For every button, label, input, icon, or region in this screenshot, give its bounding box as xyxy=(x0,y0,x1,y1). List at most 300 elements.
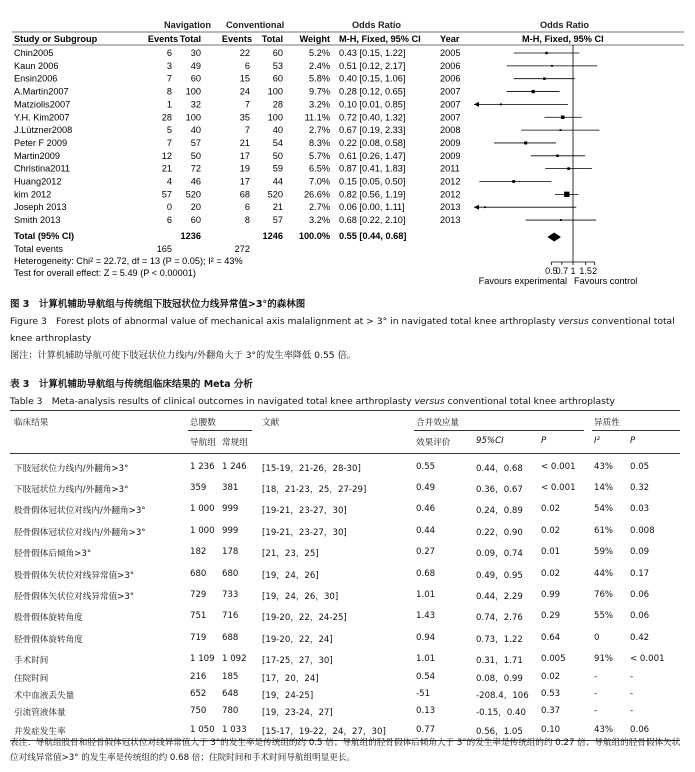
study-ci: 0.68 [0.22, 2.10] xyxy=(339,215,406,226)
cell-p: 0.01 xyxy=(541,547,561,557)
study-weight: 26.6% xyxy=(303,189,330,200)
cell-het-p: 0.06 xyxy=(630,725,650,735)
study-ci: 0.67 [0.19, 2.33] xyxy=(339,125,406,136)
cell-i2: 76% xyxy=(594,590,614,600)
total-events-1: 165 xyxy=(156,244,172,254)
study-total-1: 100 xyxy=(185,86,201,97)
study-total-1: 49 xyxy=(190,60,201,71)
study-total-2: 57 xyxy=(272,215,283,226)
cell-ref: [19，24，26，30] xyxy=(262,592,339,602)
figure-title-en xyxy=(10,313,685,347)
cell-ref: [17-25，27，30] xyxy=(262,656,333,666)
study-total-1: 32 xyxy=(190,99,201,110)
study-total-2: 100 xyxy=(267,86,283,97)
cell-het-p: 0.008 xyxy=(630,526,655,536)
study-name: Smith 2013 xyxy=(14,215,61,226)
study-name: Martin2009 xyxy=(14,150,60,161)
study-total-1: 60 xyxy=(190,73,201,84)
cell-nav: 680 xyxy=(190,569,207,579)
study-events-1: 7 xyxy=(166,137,172,148)
study-point xyxy=(512,180,515,183)
study-events-2: 8 xyxy=(244,215,250,226)
th-heterogeneity: 异质性 xyxy=(594,418,620,428)
study-total-1: 30 xyxy=(190,48,201,58)
cell-outcome: 股骨假体冠状位对线内/外翻角>3° xyxy=(14,506,146,516)
cell-p: 0.005 xyxy=(541,654,566,664)
cell-effect: 0.44 xyxy=(416,526,436,536)
cell-i2: 43% xyxy=(594,725,614,735)
study-year: 2012 xyxy=(440,189,461,200)
cell-het-p: - xyxy=(630,689,634,699)
cell-conv: 1 033 xyxy=(222,725,247,735)
header-group-navigation: Navigation xyxy=(164,20,211,30)
study-events-2: 19 xyxy=(239,163,250,174)
study-point xyxy=(551,65,553,67)
cell-het-p: 0.42 xyxy=(630,633,650,643)
cell-p: 0.02 xyxy=(541,526,561,536)
study-name: Chin2005 xyxy=(14,48,54,58)
study-events-1: 57 xyxy=(161,189,172,200)
cell-ci: 0.09，0.74 xyxy=(476,549,523,559)
study-point xyxy=(543,77,546,80)
study-events-2: 6 xyxy=(244,60,250,71)
study-events-2: 24 xyxy=(239,86,250,97)
study-point xyxy=(524,141,527,144)
th-outcome: 临床结果 xyxy=(14,418,49,428)
study-weight: 2.4% xyxy=(309,60,330,71)
study-total-2: 100 xyxy=(267,112,283,123)
study-total-2: 50 xyxy=(272,150,283,161)
figure-title-cn: 图 3 计算机辅助导航组与传统组下肢冠状位力线异常值>3°的森林图 xyxy=(10,299,306,310)
cell-i2: - xyxy=(594,706,598,716)
cell-ref: [19，24，26] xyxy=(262,571,319,581)
cell-p: 0.02 xyxy=(541,569,561,579)
cell-ref: [19-20，22，24-25] xyxy=(262,613,347,623)
cell-outcome: 胫骨假体旋转角度 xyxy=(14,635,83,645)
study-events-1: 6 xyxy=(166,48,172,58)
study-total-2: 44 xyxy=(272,176,283,187)
study-weight: 8.3% xyxy=(309,137,330,148)
cell-p: < 0.001 xyxy=(541,483,576,493)
x-axis-tick-label: 2 xyxy=(592,266,598,276)
study-events-1: 8 xyxy=(166,86,172,97)
cell-nav: 719 xyxy=(190,633,207,643)
overall-effect-text: Test for overall effect: Z = 5.49 (P < 0.00001) xyxy=(14,268,196,278)
table-rule-sub-pooled xyxy=(414,430,584,431)
cell-ci: 0.44，2.29 xyxy=(476,592,523,602)
figure-title-en-part2: conventional total knee arthroplasty xyxy=(10,316,675,344)
cell-p: 0.02 xyxy=(541,504,561,514)
study-ci: 0.72 [0.40, 1.32] xyxy=(339,112,406,123)
cell-outcome: 引流管液体量 xyxy=(14,708,66,718)
study-year: 2007 xyxy=(440,99,461,110)
study-events-1: 5 xyxy=(166,125,172,136)
study-point xyxy=(564,192,569,197)
cell-conv: 780 xyxy=(222,706,239,716)
total-weight: 100.0% xyxy=(298,231,330,241)
study-ci: 0.43 [0.15, 1.22] xyxy=(339,48,406,58)
total-n2: 1246 xyxy=(262,231,283,241)
study-total-1: 20 xyxy=(190,202,201,213)
cell-het-p: 0.05 xyxy=(630,462,650,472)
study-name: Matziolis2007 xyxy=(14,99,71,110)
cell-ref: [19，23-24，27] xyxy=(262,708,333,718)
col-year: Year xyxy=(440,34,460,44)
forest-plot xyxy=(0,0,695,300)
cell-het-p: 0.06 xyxy=(630,611,650,621)
col-ci: M-H, Fixed, 95% CI xyxy=(339,34,421,44)
study-point xyxy=(561,116,564,119)
th-ci: 95%CI xyxy=(476,436,504,446)
study-name: Kaun 2006 xyxy=(14,60,59,71)
figure-title-en-versus: versus xyxy=(558,316,589,327)
cell-p: 0.53 xyxy=(541,689,561,699)
study-ci: 0.87 [0.41, 1.83] xyxy=(339,163,406,174)
col-plot-ci: M-H, Fixed, 95% CI xyxy=(522,34,604,44)
table-rule-sub-total xyxy=(188,430,252,431)
table-note: 表注：导航组股骨和胫骨假体冠状位对线异常值大于 3°的发生率是传统组的约 0.5 倍；导航组的胫骨假体后倾角大于 3°的发生率是传统组的约 0.27 倍；导航组的胫骨假体矢状位对线异常值>3° 的发生率是传统组的约 0.68 倍；住院时间和手术时间导航组明显更长。 xyxy=(10,738,681,763)
study-events-2: 7 xyxy=(244,99,250,110)
header-group-conventional: Conventional xyxy=(226,20,285,30)
cell-ci: 0.31，1.71 xyxy=(476,656,523,666)
cell-outcome: 手术时间 xyxy=(14,656,49,666)
cell-outcome: 股骨假体矢状位对线异常值>3° xyxy=(14,571,135,581)
study-point xyxy=(556,155,559,158)
cell-nav: 216 xyxy=(190,672,207,682)
study-weight: 2.7% xyxy=(309,125,330,136)
cell-ref: [19-21，23-27，30] xyxy=(262,528,347,538)
study-year: 2009 xyxy=(440,137,461,148)
cell-ref: [15-17，19-22，24，27，30] xyxy=(262,727,386,737)
table-title-en-versus: versus xyxy=(414,396,445,407)
table-rule-top xyxy=(10,410,680,411)
cell-ci: 0.74，2.76 xyxy=(476,613,523,623)
study-weight: 5.2% xyxy=(309,48,330,58)
ci-arrow-left xyxy=(474,102,479,107)
study-total-2: 60 xyxy=(272,73,283,84)
cell-conv: 733 xyxy=(222,590,239,600)
cell-outcome: 胫骨假体矢状位对线异常值>3° xyxy=(14,592,135,602)
study-events-2: 15 xyxy=(239,73,250,84)
col-events-1: Events xyxy=(147,34,179,44)
ci-arrow-left xyxy=(474,205,479,210)
cell-effect: 0.49 xyxy=(416,483,436,493)
cell-nav: 1 000 xyxy=(190,504,215,514)
cell-het-p: - xyxy=(630,706,634,716)
study-point xyxy=(560,219,562,221)
cell-nav: 1 000 xyxy=(190,526,215,536)
cell-effect: -51 xyxy=(416,689,431,699)
table-caption xyxy=(10,376,685,410)
cell-conv: 1 246 xyxy=(222,462,247,472)
th-p: P xyxy=(541,436,547,446)
cell-outcome: 胫骨假体冠状位对线内/外翻角>3° xyxy=(14,528,146,538)
study-total-1: 72 xyxy=(190,163,201,174)
cell-effect: 0.54 xyxy=(416,672,436,682)
study-weight: 3.2% xyxy=(309,99,330,110)
study-total-2: 54 xyxy=(272,137,283,148)
cell-outcome: 胫骨假体后倾角>3° xyxy=(14,549,92,559)
cell-ci: 0.24，0.89 xyxy=(476,506,523,516)
study-name: kim 2012 xyxy=(14,189,52,200)
cell-nav: 1 236 xyxy=(190,462,215,472)
total-label: Total (95% CI) xyxy=(14,231,75,241)
cell-nav: 1 050 xyxy=(190,725,215,735)
study-ci: 0.10 [0.01, 0.85] xyxy=(339,99,406,110)
table-title-en-part1: Table 3 Meta-analysis results of clinical outcomes in navigated total knee arthroplasty xyxy=(10,396,415,407)
study-events-2: 35 xyxy=(239,112,250,123)
cell-outcome: 术中血液丢失量 xyxy=(14,691,75,701)
study-weight: 3.2% xyxy=(309,215,330,226)
cell-nav: 652 xyxy=(190,689,207,699)
cell-p: 0.02 xyxy=(541,672,561,682)
th-p2: P xyxy=(630,436,636,446)
col-study: Study or Subgroup xyxy=(14,34,98,44)
study-year: 2006 xyxy=(440,73,461,84)
cell-ci: -0.15，0.40 xyxy=(476,708,526,718)
study-year: 2006 xyxy=(440,60,461,71)
study-ci: 0.51 [0.12, 2.17] xyxy=(339,60,406,71)
cell-i2: 59% xyxy=(594,547,614,557)
study-weight: 5.8% xyxy=(309,73,330,84)
study-name: Y.H. Kim2007 xyxy=(14,112,70,123)
study-point xyxy=(545,52,547,54)
study-weight: 6.5% xyxy=(309,163,330,174)
cell-ci: 0.36，0.67 xyxy=(476,485,523,495)
study-year: 2013 xyxy=(440,202,461,213)
cell-i2: 44% xyxy=(594,569,614,579)
cell-conv: 680 xyxy=(222,569,239,579)
cell-i2: - xyxy=(594,672,598,682)
total-ci: 0.55 [0.44, 0.68] xyxy=(339,231,407,241)
cell-ref: [19-20，22，24] xyxy=(262,635,333,645)
study-year: 2013 xyxy=(440,215,461,226)
x-axis-tick-label: 1.5 xyxy=(579,266,592,276)
study-point xyxy=(532,90,535,93)
cell-effect: 0.46 xyxy=(416,504,436,514)
study-total-1: 60 xyxy=(190,215,201,226)
study-name: Huang2012 xyxy=(14,176,62,187)
study-events-1: 4 xyxy=(166,176,172,187)
study-year: 2009 xyxy=(440,150,461,161)
cell-nav: 750 xyxy=(190,706,207,716)
table-rule-sub-het xyxy=(592,430,680,431)
cell-nav: 729 xyxy=(190,590,207,600)
study-events-2: 17 xyxy=(239,176,250,187)
cell-p: 0.10 xyxy=(541,725,561,735)
table-rule-header xyxy=(10,453,680,454)
study-name: A.Martin2007 xyxy=(14,86,69,97)
study-weight: 2.7% xyxy=(309,202,330,213)
study-total-1: 520 xyxy=(185,189,201,200)
figure-note: 图注：计算机辅助导航可使下肢冠状位力线内/外翻角大于 3°的发生率降低 0.55 倍。 xyxy=(10,350,356,361)
study-year: 2005 xyxy=(440,48,461,58)
x-axis-tick-label: 0.7 xyxy=(555,266,569,276)
th-nav: 导航组 xyxy=(190,438,216,448)
cell-conv: 381 xyxy=(222,483,239,493)
study-total-1: 57 xyxy=(190,137,201,148)
cell-ci: 0.73，1.22 xyxy=(476,635,523,645)
cell-conv: 648 xyxy=(222,689,239,699)
study-name: Ensin2006 xyxy=(14,73,58,84)
table-title-cn: 表 3 计算机辅助导航组与传统组临床结果的 Meta 分析 xyxy=(10,379,253,390)
cell-het-p: 0.32 xyxy=(630,483,650,493)
study-total-2: 28 xyxy=(272,99,283,110)
study-name: Christina2011 xyxy=(14,163,71,174)
cell-p: 0.99 xyxy=(541,590,561,600)
cell-effect: 0.27 xyxy=(416,547,436,557)
total-events-label: Total events xyxy=(14,244,64,254)
study-year: 2007 xyxy=(440,86,461,97)
cell-i2: 0 xyxy=(594,633,600,643)
study-weight: 11.1% xyxy=(304,112,330,123)
th-ref: 文献 xyxy=(262,418,280,428)
col-weight: Weight xyxy=(299,34,330,44)
th-total: 总腰数 xyxy=(190,418,216,428)
study-total-2: 60 xyxy=(272,48,283,58)
cell-p: 0.29 xyxy=(541,611,561,621)
cell-p: 0.64 xyxy=(541,633,561,643)
table-title-en-part2: conventional total knee arthroplasty xyxy=(444,396,615,407)
study-events-2: 7 xyxy=(244,125,250,136)
cell-i2: 55% xyxy=(594,611,614,621)
study-point xyxy=(560,129,562,131)
study-year: 2008 xyxy=(440,125,461,136)
cell-ref: [19-21，23-27，30] xyxy=(262,506,347,516)
study-events-2: 22 xyxy=(239,48,250,58)
col-total-1: Total xyxy=(179,34,201,44)
cell-conv: 178 xyxy=(222,547,239,557)
cell-p: 0.37 xyxy=(541,706,561,716)
cell-effect: 1.43 xyxy=(416,611,436,621)
cell-conv: 1 092 xyxy=(222,654,247,664)
cell-ci: 0.08，0.99 xyxy=(476,674,523,684)
cell-outcome: 下肢冠状位力线内/外翻角>3° xyxy=(14,485,129,495)
th-conv: 常规组 xyxy=(222,438,248,448)
cell-i2: 43% xyxy=(594,462,614,472)
study-total-1: 40 xyxy=(190,125,201,136)
x-axis-tick-label: 1 xyxy=(570,266,576,276)
study-events-2: 68 xyxy=(239,189,250,200)
study-ci: 0.22 [0.08, 0.58] xyxy=(339,137,406,148)
study-total-1: 100 xyxy=(185,112,201,123)
study-events-2: 21 xyxy=(239,137,250,148)
study-weight: 5.7% xyxy=(309,150,330,161)
study-events-2: 17 xyxy=(239,150,250,161)
total-events-2: 272 xyxy=(234,244,250,254)
cell-het-p: 0.09 xyxy=(630,547,650,557)
cell-p: < 0.001 xyxy=(541,462,576,472)
cell-i2: 54% xyxy=(594,504,614,514)
cell-ci: -208.4，106 xyxy=(476,691,529,701)
study-ci: 0.06 [0.00, 1.11] xyxy=(339,202,405,213)
cell-outcome: 并发症发生率 xyxy=(14,727,66,737)
cell-i2: 61% xyxy=(594,526,614,536)
study-ci: 0.61 [0.26, 1.47] xyxy=(339,150,406,161)
cell-het-p: - xyxy=(630,672,634,682)
cell-effect: 1.01 xyxy=(416,590,436,600)
cell-outcome: 股骨假体旋转角度 xyxy=(14,613,83,623)
cell-ref: [21，23，25] xyxy=(262,549,319,559)
cell-outcome: 住院时间 xyxy=(14,674,49,684)
cell-nav: 1 109 xyxy=(190,654,215,664)
cell-effect: 0.55 xyxy=(416,462,436,472)
header-odds-ratio-right: Odds Ratio xyxy=(540,20,590,30)
study-events-2: 6 xyxy=(244,202,250,213)
cell-effect: 0.94 xyxy=(416,633,436,643)
cell-ref: [15-19，21-26，28-30] xyxy=(262,464,361,474)
cell-ref: [18，21-23，25，27-29] xyxy=(262,485,367,495)
cell-nav: 359 xyxy=(190,483,207,493)
study-total-2: 53 xyxy=(272,60,283,71)
cell-effect: 0.68 xyxy=(416,569,436,579)
total-n1: 1236 xyxy=(180,231,201,241)
study-point xyxy=(500,103,502,105)
th-effect: 效果评价 xyxy=(416,438,451,448)
cell-het-p: 0.06 xyxy=(630,590,650,600)
cell-ref: [17，20，24] xyxy=(262,674,319,684)
cell-nav: 182 xyxy=(190,547,207,557)
cell-ci: 0.22，0.90 xyxy=(476,528,523,538)
study-name: Peter F 2009 xyxy=(14,137,68,148)
cell-ci: 0.56，1.05 xyxy=(476,727,523,737)
study-events-1: 6 xyxy=(166,215,172,226)
study-total-1: 46 xyxy=(190,176,201,187)
cell-ci: 0.49，0.95 xyxy=(476,571,523,581)
cell-effect: 0.77 xyxy=(416,725,436,735)
cell-conv: 999 xyxy=(222,526,239,536)
study-year: 2007 xyxy=(440,112,461,123)
cell-outcome: 下肢冠状位力线内/外翻角>3° xyxy=(14,464,129,474)
cell-nav: 751 xyxy=(190,611,207,621)
study-events-1: 0 xyxy=(166,202,172,213)
study-events-1: 21 xyxy=(161,163,172,174)
study-year: 2011 xyxy=(440,163,460,174)
cell-ci: 0.44，0.68 xyxy=(476,464,523,474)
th-pooled: 合并效应量 xyxy=(416,418,459,428)
cell-het-p: 0.03 xyxy=(630,504,650,514)
study-ci: 0.15 [0.05, 0.50] xyxy=(339,176,406,187)
study-ci: 0.82 [0.56, 1.19] xyxy=(339,189,406,200)
pooled-diamond xyxy=(547,233,561,242)
cell-ref: [19，24-25] xyxy=(262,691,314,701)
cell-conv: 688 xyxy=(222,633,239,643)
cell-het-p: < 0.001 xyxy=(630,654,665,664)
study-events-1: 12 xyxy=(161,150,172,161)
figure-title-en-part1: Figure 3 Forest plots of abnormal value of mechanical axis malalignment at > 3° in navigated total knee arthroplasty xyxy=(10,316,559,327)
study-total-2: 520 xyxy=(267,189,283,200)
table-title-en xyxy=(10,393,685,410)
col-events-2: Events xyxy=(221,34,253,44)
cell-i2: - xyxy=(594,689,598,699)
cell-conv: 716 xyxy=(222,611,239,621)
study-total-2: 21 xyxy=(272,202,283,213)
cell-conv: 999 xyxy=(222,504,239,514)
cell-i2: 91% xyxy=(594,654,614,664)
study-point xyxy=(567,167,570,170)
x-axis-tick-label: 0.5 xyxy=(545,266,558,276)
study-point xyxy=(484,206,486,208)
cell-effect: 0.13 xyxy=(416,706,436,716)
header-odds-ratio-left: Odds Ratio xyxy=(352,20,402,30)
study-year: 2012 xyxy=(440,176,461,187)
study-weight: 9.7% xyxy=(309,86,330,97)
study-events-1: 7 xyxy=(166,73,172,84)
study-total-2: 40 xyxy=(272,125,283,136)
cell-i2: 14% xyxy=(594,483,614,493)
study-name: Joseph 2013 xyxy=(14,202,67,213)
study-events-1: 28 xyxy=(161,112,172,123)
